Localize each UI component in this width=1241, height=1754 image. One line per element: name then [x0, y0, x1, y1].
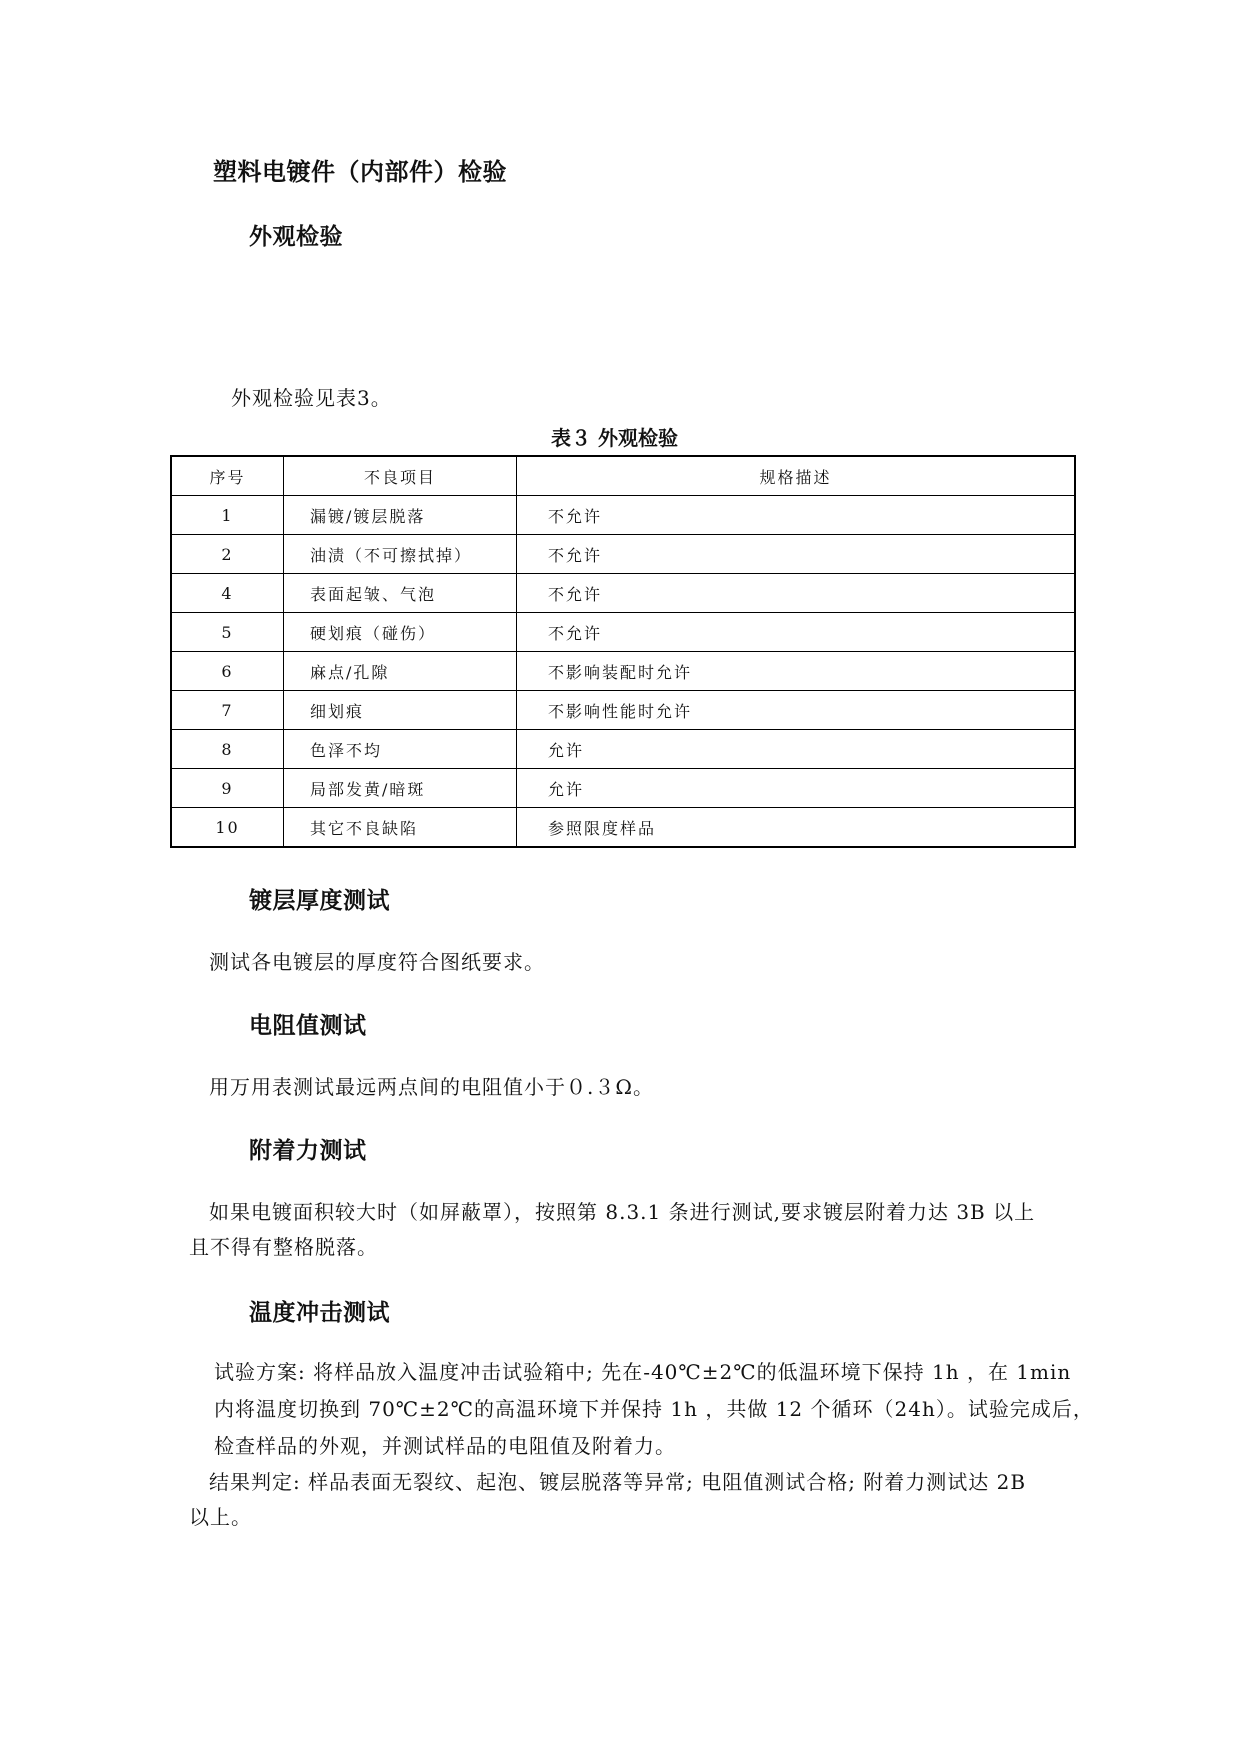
- thermal-heading: 温度冲击测试: [249, 1300, 390, 1326]
- row-no: 7: [171, 691, 284, 730]
- row-desc: 允许: [517, 769, 1076, 808]
- thermal-plan-line3: 检查样品的外观，并测试样品的电阻值及附着力。: [214, 1434, 676, 1458]
- thermal-result-line1: 结果判定: 样品表面无裂纹、起泡、镀层脱落等异常; 电阻值测试合格; 附着力测试达 2B: [209, 1470, 1027, 1494]
- appearance-intro: 外观检验见表3。: [231, 386, 392, 410]
- row-item: 硬划痕（碰伤）: [284, 613, 517, 652]
- row-desc: 不影响性能时允许: [517, 691, 1076, 730]
- row-item: 局部发黄/暗斑: [284, 769, 517, 808]
- adhesion-text-line2: 且不得有整格脱落。: [189, 1235, 378, 1259]
- row-desc: 不允许: [517, 574, 1076, 613]
- table-row: [171, 535, 1075, 574]
- table-row: [171, 691, 1075, 730]
- thermal-result-line2: 以上。: [189, 1505, 252, 1529]
- row-item: 麻点/孔隙: [284, 652, 517, 691]
- thermal-plan-line2: 内将温度切换到 70℃±2℃的高温环境下并保持 1h ，共做 12 个循环（24h）。试验完成后，: [214, 1397, 1094, 1421]
- thickness-heading: 镀层厚度测试: [249, 888, 390, 914]
- row-no: 10: [171, 808, 284, 848]
- table-row: [171, 652, 1075, 691]
- row-no: 9: [171, 769, 284, 808]
- table-row: [171, 613, 1075, 652]
- row-desc: 不影响装配时允许: [517, 652, 1076, 691]
- header-no: 序号: [171, 456, 284, 496]
- row-item: 油渍（不可擦拭掉）: [284, 535, 517, 574]
- header-desc: 规格描述: [517, 456, 1076, 496]
- thickness-text: 测试各电镀层的厚度符合图纸要求。: [209, 950, 545, 974]
- row-no: 5: [171, 613, 284, 652]
- row-no: 8: [171, 730, 284, 769]
- table-row: [171, 574, 1075, 613]
- table-caption: 表３ 外观检验: [551, 426, 678, 450]
- resistance-heading: 电阻值测试: [249, 1013, 367, 1039]
- row-desc: 不允许: [517, 535, 1076, 574]
- document-title: 塑料电镀件（内部件）检验: [213, 158, 507, 186]
- appearance-heading: 外观检验: [249, 224, 343, 250]
- row-item: 漏镀/镀层脱落: [284, 496, 517, 535]
- row-no: 1: [171, 496, 284, 535]
- table-row: [171, 496, 1075, 535]
- table-row: [171, 769, 1075, 808]
- adhesion-heading: 附着力测试: [249, 1138, 367, 1164]
- row-item: 色泽不均: [284, 730, 517, 769]
- table-row: [171, 730, 1075, 769]
- row-desc: 允许: [517, 730, 1076, 769]
- row-desc: 参照限度样品: [517, 808, 1076, 848]
- row-item: 细划痕: [284, 691, 517, 730]
- row-no: 6: [171, 652, 284, 691]
- thermal-plan-line1: 试验方案: 将样品放入温度冲击试验箱中; 先在-40℃±2℃的低温环境下保持 1h ，在 1min: [214, 1360, 1072, 1384]
- row-item: 其它不良缺陷: [284, 808, 517, 848]
- resistance-text: 用万用表测试最远两点间的电阻值小于０.３Ω。: [209, 1075, 654, 1099]
- row-item: 表面起皱、气泡: [284, 574, 517, 613]
- table-row: [171, 808, 1075, 848]
- row-desc: 不允许: [517, 613, 1076, 652]
- row-desc: 不允许: [517, 496, 1076, 535]
- appearance-table: [170, 455, 1076, 848]
- adhesion-text-line1: 如果电镀面积较大时（如屏蔽罩），按照第 8.3.1 条进行测试,要求镀层附着力达 3B 以上: [209, 1200, 1036, 1224]
- header-item: 不良项目: [284, 456, 517, 496]
- row-no: 4: [171, 574, 284, 613]
- row-no: 2: [171, 535, 284, 574]
- table-header-row: [171, 456, 1075, 496]
